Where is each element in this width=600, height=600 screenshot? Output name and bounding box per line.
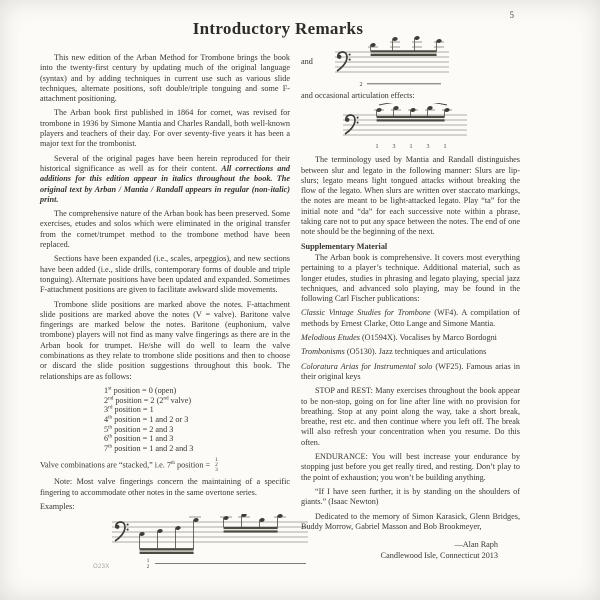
bass-clef-icon	[337, 52, 351, 71]
page-number: 5	[509, 10, 514, 20]
list-item: 4th position = 1 and 2 or 3	[104, 414, 189, 425]
paragraph-slide-positions: Trombone slide positions are marked above the notes. F-attachment slide positions are marked above the notes (V = valve). Baritone valve fingerings are marked below the notes. Baritone (euphonium, valve trombone) players will not find as many valve fingerings as there are in the Arban book for trumpet. He/she will do well to learn the valve combinations as they relate to trombone slide positions and then to choose or discard the slide position suggestions throughout this book. The relationships are as follows:	[40, 299, 290, 381]
music-example-articulation	[339, 103, 520, 153]
paragraph-terminology: The terminology used by Mantia and Randall distinguishes between slur and legato in the following manner: Slurs are lip-slurs; legato means light tongued attacks without breaking the flow of the legato. When slurs are written over staccato markings, the notes are meant to be light-attacked legato. Play “ta” for the initial note and “da” for each successive note within a phrase, taking care not to put any space between the notes. The end of one note should be the beginning of the next.	[301, 155, 520, 237]
music-example-range	[331, 36, 453, 90]
svg-text:3: 3	[426, 144, 430, 151]
signature-block	[301, 539, 520, 561]
paragraph-endurance: ENDURANCE: You will best increase your endurance by stopping just before you get really tired, and resting. Don’t play to the point of exhaustion; you won’t be building anything.	[301, 452, 520, 482]
paragraph-supplementary: The Arban book is comprehensive. It covers most everything pertaining to a player’s technique. Additional material, such as longer etudes, studies in phrasing and legato playing, special jazz techniques, and advanced solo playing, may be found in the following Carl Fischer publications:	[301, 252, 520, 304]
paragraph-new-edition: This new edition of the Arban Method for Trombone brings the book into the twenty-first century by updating much of the original language (syntax) and by adding techniques in current use such as various slide techniques, alternate positions, soft double/triple tonguing and some F-attachment positioning.	[40, 53, 290, 104]
left-column	[40, 53, 290, 572]
paragraph-first-published: The Arban book first published in 1864 for cornet, was revised for trombone in 1936 by Simone Mantia and Charles Randall, both well-known players and teachers of their day. For over seventy-five years it has been a major text for the trombonist.	[40, 108, 290, 149]
list-item: 6th position = 1 and 3	[104, 433, 174, 444]
paragraph-dedication: Dedicated to the memory of Simon Karasick, Glenn Bridges, Buddy Morrow, Gabriel Masson and Bob Brookmeyer,	[301, 511, 520, 531]
list-item: 2nd position = 2 (2nd valve)	[104, 394, 192, 405]
note-group-2	[220, 514, 286, 532]
position-hold-marking	[147, 558, 306, 570]
svg-text:2: 2	[359, 81, 363, 88]
bass-clef-icon	[345, 115, 359, 134]
right-column	[301, 36, 520, 561]
svg-text:3: 3	[392, 144, 396, 151]
and-label: and	[301, 57, 313, 66]
svg-text:1: 1	[443, 144, 447, 151]
publication-item: Coloratura Arias for Instrumental solo (WF25). Famous arias in their original keys	[301, 361, 520, 381]
paragraph-comprehensive: The comprehensive nature of the Arban book has been preserved. Some exercises, etudes and solos which were eliminated in the original transfer from the cornet/trumpet method to the trombone method have been replaced.	[40, 209, 290, 250]
note-group	[368, 36, 444, 55]
svg-text:2: 2	[146, 564, 150, 571]
supplementary-heading: Supplementary Material	[301, 241, 388, 251]
music-example-overtone	[108, 514, 290, 572]
staff-lines	[112, 522, 308, 542]
stacked-combinations-line: Valve combinations are “stacked,” i.e. 7th position = 1 2 3	[40, 456, 218, 474]
continuation-example-row	[301, 36, 520, 90]
position-hold-marking	[359, 81, 441, 88]
paragraph-original-pages-normal: Several of the original pages have been herein reproduced for their historical significance as well as for their content.	[40, 153, 290, 173]
finger-numbers	[376, 144, 447, 150]
valve-stack-123: 1 2 3	[215, 456, 218, 474]
svg-text:1: 1	[409, 144, 413, 151]
publication-item: Melodious Etudes (O1594X). Vocalises by Marco Bordogni	[301, 333, 497, 343]
list-item: 5th position = 2 and 3	[104, 423, 174, 434]
position-valve-list	[104, 386, 290, 454]
paragraph-sections-expanded: Sections have been expanded (i.e., scales, arpeggios), and new sections have been added (i.e., slide drills, contemporary forms of double and triple tonguing). Alternate positions have been updated and expanded. Sometimes F-attachment positions are given to facilitate awkward slide movements.	[40, 254, 290, 295]
articulation-caption: and occasional articulation effects:	[301, 91, 415, 100]
paragraph-original-pages	[40, 154, 290, 205]
paragraph-stop-rest: STOP and REST: Many exercises throughout the book appear to be non-stop, going on for line after line with no provision for breathing. Stop at any point along the way, take a short break, breathe, rest etc. and then continue where you left off. The break will also refresh your concentration when you resume. Do this often.	[301, 386, 520, 447]
catalog-number: O23X	[93, 564, 110, 570]
music-staff-overtone	[108, 514, 313, 572]
paragraph-original-pages-emphasis: All corrections and additions for this edition appear in italics throughout the book. The original text by Arban / Mantia / Randall appears in regular (non-italic) print.	[40, 163, 290, 204]
page-title: Introductory Remarks	[192, 19, 364, 38]
bass-clef-icon	[115, 522, 129, 541]
list-item: 7th position = 1 and 2 and 3	[104, 443, 194, 454]
note-group	[374, 106, 452, 121]
paragraph-newton-quote: “If I have seen further, it is by standing on the shoulders of giants.” (Isaac Newton)	[301, 486, 520, 507]
music-staff-articulation	[339, 103, 471, 153]
list-item: 3rd position = 1	[104, 404, 154, 415]
author-place-date: Candlewood Isle, Connecticut 2013	[380, 551, 498, 561]
examples-label: Examples:	[40, 502, 75, 512]
publication-item: Trombonisms (O5130). Jazz techniques and articulations	[301, 347, 487, 357]
slur-arc	[379, 103, 447, 105]
publication-item: Classic Vintage Studies for Trombone (WF4). A compilation of methods by Ernest Clarke, Otto Lange and Simone Mantia.	[301, 308, 520, 328]
note-group-1	[139, 517, 201, 553]
svg-text:1: 1	[375, 144, 379, 151]
author-name: —Alan Raph	[454, 540, 498, 550]
list-item: 1st position = 0 (open)	[104, 385, 177, 395]
svg-text:1: 1	[146, 558, 150, 565]
paragraph-note: Note: Most valve fingerings concern the maintaining of a specific fingering to accommodate other notes in the same overtone series.	[40, 477, 290, 497]
